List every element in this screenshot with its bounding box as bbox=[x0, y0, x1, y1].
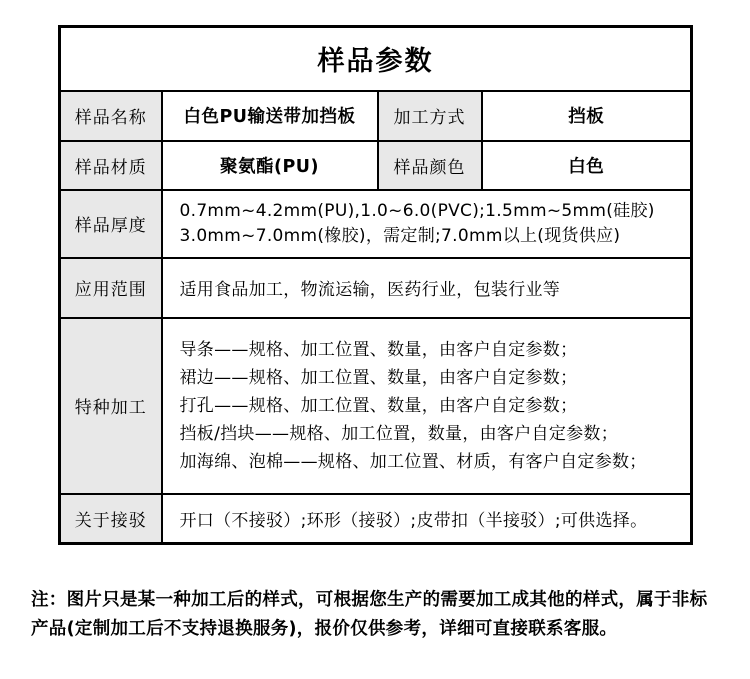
table-title-row bbox=[60, 27, 692, 91]
special-processing-line-5: 加海绵、泡棉——规格、加工位置、材质，有客户自定参数； bbox=[179, 451, 647, 472]
splicing-label: 关于接驳 bbox=[60, 494, 162, 544]
application-range-label: 应用范围 bbox=[60, 258, 162, 318]
table-row-splicing bbox=[60, 494, 692, 544]
table-row-application-range bbox=[60, 258, 692, 318]
sample-material-value: 聚氨酯(PU) bbox=[162, 141, 378, 190]
special-processing-line-1: 导条——规格、加工位置、数量，由客户自定参数； bbox=[179, 339, 578, 360]
table-row-sample-thickness bbox=[60, 190, 692, 258]
table-title: 样品参数 bbox=[60, 27, 692, 91]
processing-method-value: 挡板 bbox=[482, 91, 692, 141]
splicing-value: 开口（不接驳）;环形（接驳）;皮带扣（半接驳）;可供选择。 bbox=[162, 494, 692, 544]
sample-thickness-value bbox=[162, 190, 692, 258]
sample-name-label: 样品名称 bbox=[60, 91, 162, 141]
application-range-value: 适用食品加工，物流运输，医药行业，包装行业等 bbox=[162, 258, 692, 318]
thickness-line-2: 3.0mm~7.0mm(橡胶)，需定制;7.0mm以上(现货供应) bbox=[179, 225, 621, 246]
processing-method-label: 加工方式 bbox=[378, 91, 482, 141]
footer-note-line-2: 产品(定制加工后不支持退换服务)，报价仅供参考，详细可直接联系客服。 bbox=[31, 619, 618, 639]
table-row-sample-name bbox=[60, 91, 692, 141]
table-row-special-processing bbox=[60, 318, 692, 494]
special-processing-value bbox=[162, 318, 692, 494]
footer-note bbox=[31, 586, 726, 644]
sample-color-label: 样品颜色 bbox=[378, 141, 482, 190]
sample-parameters-table bbox=[58, 25, 693, 545]
table-row-sample-material bbox=[60, 141, 692, 190]
sample-material-label: 样品材质 bbox=[60, 141, 162, 190]
sample-thickness-label: 样品厚度 bbox=[60, 190, 162, 258]
special-processing-line-3: 打孔——规格、加工位置、数量，由客户自定参数； bbox=[179, 395, 578, 416]
sample-name-value: 白色PU输送带加挡板 bbox=[162, 91, 378, 141]
sample-color-value: 白色 bbox=[482, 141, 692, 190]
special-processing-label: 特种加工 bbox=[60, 318, 162, 494]
special-processing-line-2: 裙边——规格、加工位置、数量，由客户自定参数； bbox=[179, 367, 578, 388]
special-processing-line-4: 挡板/挡块——规格、加工位置，数量，由客户自定参数； bbox=[179, 423, 619, 444]
footer-note-line-1: 注：图片只是某一种加工后的样式，可根据您生产的需要加工成其他的样式，属于非标 bbox=[31, 590, 708, 610]
thickness-line-1: 0.7mm~4.2mm(PU),1.0~6.0(PVC);1.5mm~5mm(硅胶) bbox=[179, 200, 655, 221]
